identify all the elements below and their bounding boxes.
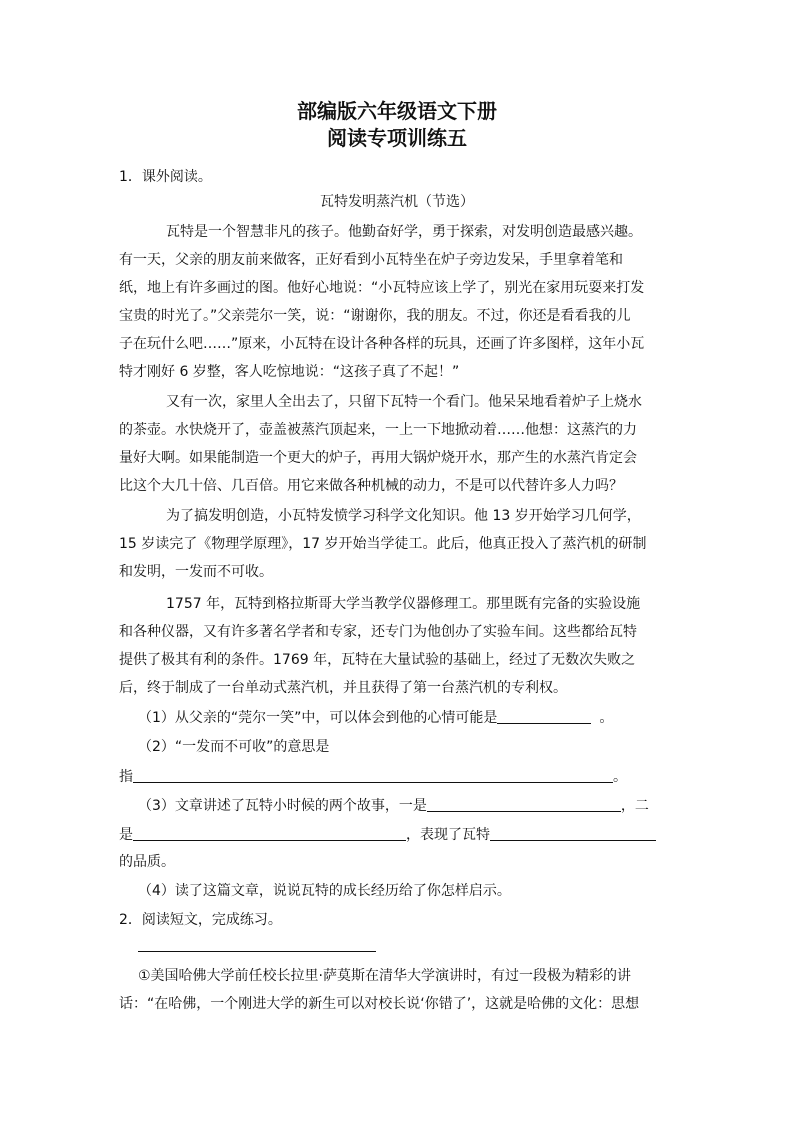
section-2-label: 2．阅读短文，完成练习。: [119, 912, 282, 928]
answer-blank-q3c[interactable]: [490, 824, 656, 841]
section-1-label: 1．课外阅读。: [119, 169, 212, 185]
article-line: 宝贵的时光了。”父亲莞尔一笑，说：“谢谢你，我的朋友。不过，你还是看看我的儿: [119, 308, 631, 324]
answer-blank-q3a[interactable]: [427, 795, 621, 812]
question-1: [138, 707, 683, 728]
article-line: 量好大啊。如果能制造一个更大的炉子，再用大锅炉烧开水，那产生的水蒸汽肯定会: [119, 450, 637, 466]
passage-line: ①美国哈佛大学前任校长拉里·萨莫斯在清华大学演讲时，有过一段极为精彩的讲: [138, 968, 631, 984]
question-3-end: 的品质。: [119, 854, 175, 870]
question-1-text: （1）从父亲的“莞尔一笑”中，可以体会到他的心情可能是: [138, 710, 498, 726]
answer-blank-q2[interactable]: [133, 766, 613, 783]
article-line: 1757 年，瓦特到格拉斯哥大学当教学仪器修理工。那里既有完备的实验设施: [166, 596, 641, 612]
question-3-continued: [119, 824, 679, 845]
question-3: [138, 795, 683, 816]
article-title: 瓦特发明蒸汽机（节选）: [320, 194, 474, 210]
question-4: （4）读了这篇文章，说说瓦特的成长经历给了你怎样启示。: [138, 883, 511, 899]
question-3-text: （3）文章讲述了瓦特小时候的两个故事，一是: [138, 798, 427, 814]
question-2-answer-line: [119, 766, 679, 787]
question-3-mid: ，二: [620, 798, 649, 814]
article-line: 的茶壶。水快烧开了，壶盖被蒸汽顶起来，一上一下地掀动着……他想：这蒸汽的力: [119, 422, 637, 438]
article-line: 比这个大几十倍、几百倍。用它来做各种机械的动力，不是可以代替许多人力吗？: [119, 478, 623, 494]
article-line: 后，终于制成了一台单动式蒸汽机，并且获得了第一台蒸汽机的专利权。: [119, 680, 567, 696]
divider-line: [138, 951, 376, 952]
article-line: 特才刚好 6 岁整，客人吃惊地说：“这孩子真了不起！”: [119, 364, 460, 380]
article-line: 和各种仪器，又有许多著名学者和专家，还专门为他创办了实验车间。这些都给瓦特: [119, 624, 637, 640]
article-line: 又有一次，家里人全出去了，只留下瓦特一个看门。他呆呆地看着炉子上烧水: [166, 394, 642, 410]
article-line: 有一天，父亲的朋友前来做客，正好看到小瓦特坐在炉子旁边发呆，手里拿着笔和: [119, 252, 623, 268]
article-line: 提供了极其有利的条件。1769 年，瓦特在大量试验的基础上，经过了无数次失败之: [119, 652, 636, 668]
answer-blank-q3b[interactable]: [133, 824, 406, 841]
question-3-mid2: ，表现了瓦特: [406, 827, 490, 843]
passage-line: 话：“在哈佛，一个刚进大学的新生可以对校长说‘你错了’，这就是哈佛的文化：思想: [119, 996, 640, 1012]
article-line: 纸，地上有许多画过的图。他好心地说：“小瓦特应该上学了，别光在家用玩耍来打发: [119, 280, 645, 296]
question-2-end: 。: [613, 769, 627, 785]
article-line: 子在玩什么吧……”原来，小瓦特在设计各种各样的玩具，还画了许多图样，这年小瓦: [119, 336, 645, 352]
document-subtitle: 阅读专项训练五: [327, 126, 467, 150]
question-2: （2）“一发而不可收”的意思是: [138, 739, 330, 755]
article-line: 瓦特是一个智慧非凡的孩子。他勤奋好学，勇于探索，对发明创造最感兴趣。: [166, 224, 642, 240]
question-3-prefix: 是: [119, 827, 133, 843]
question-2-prefix: 指: [119, 769, 133, 785]
article-line: 和发明，一发而不可收。: [119, 564, 273, 580]
answer-blank-q1[interactable]: [497, 707, 591, 724]
article-line: 为了搞发明创造，小瓦特发愤学习科学文化知识。他 13 岁开始学习几何学，: [166, 508, 641, 524]
document-title: 部编版六年级语文下册: [297, 99, 497, 123]
article-line: 15 岁读完了《物理学原理》，17 岁开始当学徒工。此后，他真正投入了蒸汽机的研制: [119, 536, 647, 552]
question-1-end: 。: [599, 710, 614, 726]
